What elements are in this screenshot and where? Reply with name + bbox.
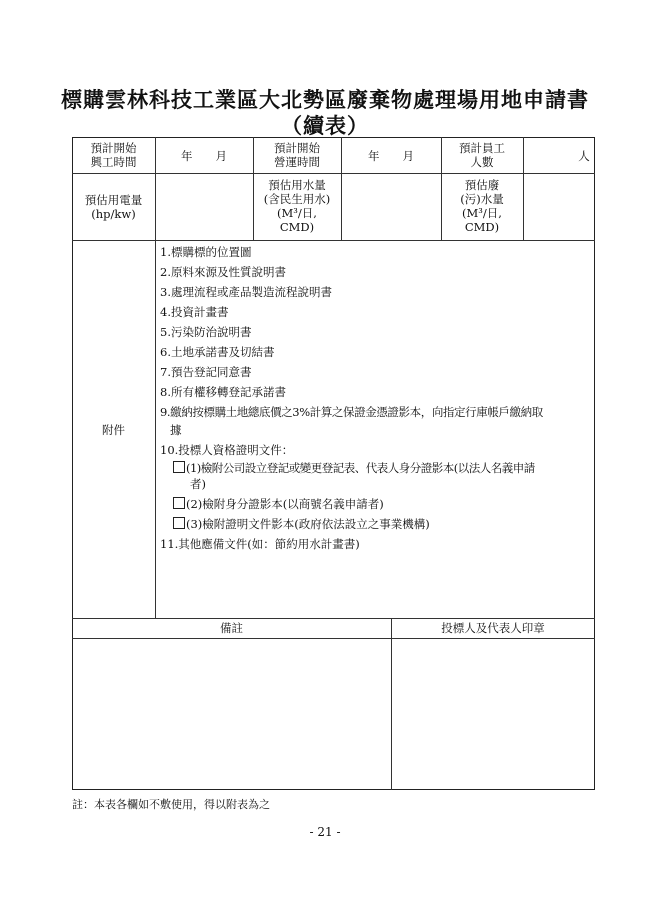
column-divider [523, 137, 524, 240]
attachment-item: 11.其他應備文件(如：節約用水計畫書) [160, 537, 360, 551]
checkbox[interactable] [173, 461, 185, 473]
row-divider [72, 240, 595, 241]
attachment-item: 2.原料來源及性質說明書 [160, 265, 286, 279]
start-operation-label: 預計開始 營運時間 [274, 141, 320, 169]
attachment-item: 1.標購標的位置圖 [160, 245, 252, 259]
attachment-item: 10.投標人資格證明文件： [160, 443, 294, 457]
start-construction-label: 預計開始 興工時間 [90, 141, 137, 169]
attachment-item: 4.投資計畫書 [160, 305, 229, 319]
attachments-label: 附件 [102, 423, 125, 437]
page-number: - 21 - [309, 825, 341, 839]
employees-label: 預計員工 人數 [459, 141, 505, 169]
attachment-item: 3.處理流程或產品製造流程說明書 [160, 285, 332, 299]
attachment-item: 6.土地承諾書及切結書 [160, 345, 275, 359]
start-construction-value[interactable]: 年 月 [181, 149, 227, 163]
remarks-label: 備註 [220, 621, 243, 635]
attachment-item: 7.預告登記同意書 [160, 365, 252, 379]
seal-field[interactable] [392, 639, 594, 789]
attachment-item: 5.污染防治說明書 [160, 325, 252, 339]
checkbox[interactable] [173, 497, 185, 509]
attachment-item: 8.所有權移轉登記承諾書 [160, 385, 286, 399]
employees-unit: 人 [578, 149, 590, 163]
qualification-option-company-continued: 者) [190, 477, 206, 491]
row-divider [72, 173, 595, 174]
attachment-item: 9.繳納按標購土地總底價之3%計算之保證金憑證影本，向指定行庫帳戶繳納取 [160, 405, 543, 419]
qualification-option-company: (1)檢附公司設立登記或變更登記表、代表人身分證影本(以法人名義申請 [173, 461, 535, 475]
footnote: 註：本表各欄如不敷使用，得以附表為之 [72, 798, 270, 811]
remarks-field[interactable] [73, 639, 390, 789]
water-usage-label: 預估用水量 (含民生用水) (M³/日, CMD) [263, 178, 331, 234]
seal-label: 投標人及代表人印章 [441, 621, 545, 635]
checkbox[interactable] [173, 517, 185, 529]
qualification-option-government: (3)檢附證明文件影本(政府依法設立之事業機構) [173, 517, 430, 531]
form-title: 標購雲林科技工業區大北勢區廢棄物處理場用地申請書 [61, 88, 589, 112]
attachment-item-continued: 據 [170, 423, 182, 437]
form-subtitle: （續表） [281, 114, 369, 138]
qualification-option-business: (2)檢附身分證影本(以商號名義申請者) [173, 497, 384, 511]
row-divider [72, 618, 595, 619]
electricity-label: 預估用電量 (hp/kw) [84, 193, 143, 221]
start-operation-value[interactable]: 年 月 [368, 149, 414, 163]
column-divider [155, 137, 156, 618]
wastewater-label: 預估廢 (污)水量 (M³/日, CMD) [460, 178, 504, 234]
